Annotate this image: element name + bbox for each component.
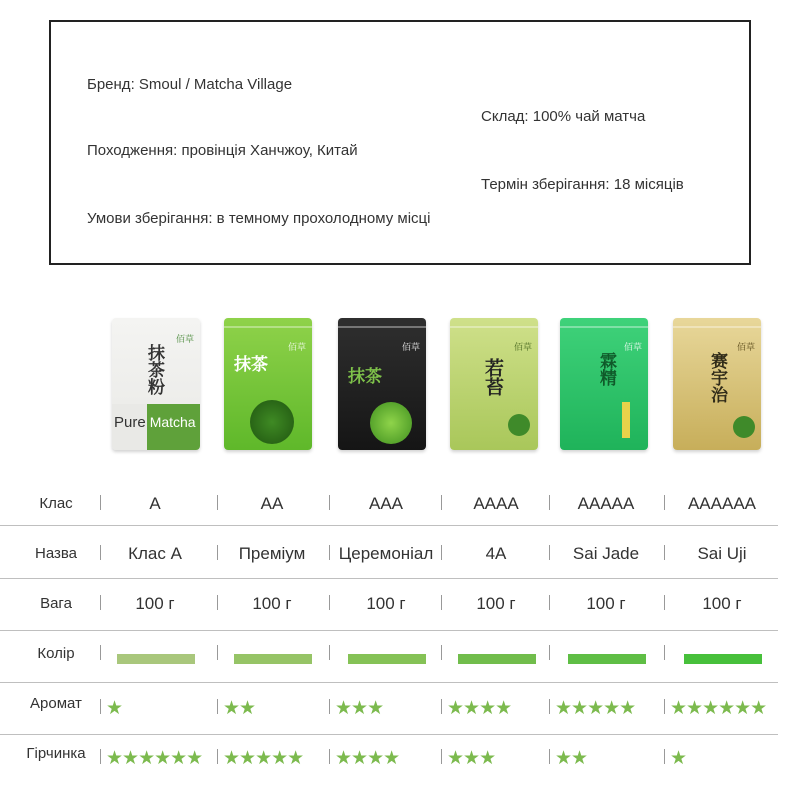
package-notch [673,326,761,328]
name-cell: Sai Uji [697,544,747,563]
package-notch [450,326,538,328]
product-info-box [49,20,751,265]
table-row-weight [0,585,800,635]
package-notch [338,326,426,328]
product-title: 抹茶 [234,355,268,375]
bitterness-rating: ★★ [555,748,588,769]
weight-cell: 100 г [476,594,516,613]
row-label-aroma: Аромат [30,695,82,712]
product-title: 霖精 [596,352,616,386]
package-notch [560,326,648,328]
matcha-bowl-image [370,402,412,444]
column-separator [441,645,442,660]
aroma-rating: ★★★★ [447,698,512,719]
row-label-weight: Вага [40,595,72,612]
column-separator [664,495,665,510]
column-separator [217,645,218,660]
weight-cell: 100 г [702,594,742,613]
column-separator [441,699,442,714]
weight-cell: 100 г [366,594,406,613]
aroma-rating: ★★★★★★ [670,698,767,719]
aroma-rating: ★ [106,698,123,719]
product-logo: 佰草 [623,342,642,352]
weight-cell: 100 г [252,594,292,613]
column-separator [664,699,665,714]
column-separator [549,699,550,714]
pure-matcha-label [112,414,200,431]
column-separator [100,645,101,660]
column-separator [664,749,665,764]
product-image-ceremonial [338,318,426,450]
shelf-life-text: Термін зберігання: 18 місяців [481,176,684,193]
column-separator [100,749,101,764]
column-separator [329,699,330,714]
column-separator [329,545,330,560]
name-cell: Sai Jade [572,544,640,563]
product-badge [508,414,530,436]
brand-text: Бренд: Smoul / Matcha Village [87,76,293,93]
grade-cell: AAAA [473,494,519,513]
column-separator [441,749,442,764]
storage-text: Умови зберігання: в темному прохолодному місці [87,210,431,227]
product-image-sai-uji [673,318,761,450]
color-swatch [684,654,762,664]
pure-word: Pure [114,414,146,431]
bitterness-rating: ★ [670,748,687,769]
product-badge [733,416,755,438]
matcha-word: Matcha [149,414,196,430]
column-separator [549,645,550,660]
product-image-class-a [112,318,200,450]
composition-text: Склад: 100% чай матча [481,108,646,125]
name-cell: Церемоніал [338,544,434,563]
column-separator [217,749,218,764]
column-separator [664,545,665,560]
grade-cell: AA [260,494,284,513]
column-separator [664,645,665,660]
package-notch [224,326,312,328]
grade-cell: A [149,494,161,513]
grade-cell: AAAAAA [687,494,757,513]
origin-text: Походження: провінція Ханчжоу, Китай [87,142,358,159]
color-swatch [234,654,312,664]
product-title: 赛宇治 [707,352,727,403]
grade-cell: AAAAA [577,494,635,513]
color-swatch [568,654,646,664]
name-cell: Преміум [238,544,306,563]
color-swatch [458,654,536,664]
name-cell: 4A [485,544,507,563]
column-separator [100,699,101,714]
product-title: 抹茶 [348,367,382,387]
row-label-color: Колір [37,645,75,662]
product-logo: 佰草 [287,342,306,352]
table-row-name [0,535,800,585]
row-label-name: Назва [34,545,78,562]
aroma-rating: ★★ [223,698,256,719]
row-label-class: Клас [39,495,73,512]
table-row-bitterness [0,735,800,785]
product-logo: 佰草 [736,342,755,352]
grade-cell: AAA [368,494,404,513]
product-logo: 佰草 [175,334,194,344]
matcha-bowl-image [250,400,294,444]
color-swatch [348,654,426,664]
product-image-premium [224,318,312,450]
product-image-4a [450,318,538,450]
table-row-class [0,485,800,535]
weight-cell: 100 г [135,594,175,613]
product-title: 抹茶粉 [144,344,164,395]
bitterness-rating: ★★★★★★ [106,748,203,769]
name-cell: Клас А [128,544,182,563]
aroma-rating: ★★★★★ [555,698,636,719]
column-separator [329,495,330,510]
product-title: 若苔 [482,358,504,396]
color-swatch [117,654,195,664]
aroma-rating: ★★★ [335,698,384,719]
column-separator [664,595,665,610]
column-separator [549,749,550,764]
column-separator [329,645,330,660]
product-logo: 佰草 [401,342,420,352]
weight-cell: 100 г [586,594,626,613]
product-logo: 佰草 [513,342,532,352]
row-label-bitterness: Гірчинка [26,745,86,762]
column-separator [329,595,330,610]
column-separator [329,749,330,764]
product-label-strip [622,402,630,438]
table-row-color [0,635,800,685]
column-separator [217,699,218,714]
product-image-sai-jade [560,318,648,450]
table-row-aroma [0,685,800,735]
bitterness-rating: ★★★ [447,748,496,769]
bitterness-rating: ★★★★ [335,748,400,769]
bitterness-rating: ★★★★★ [223,748,304,769]
